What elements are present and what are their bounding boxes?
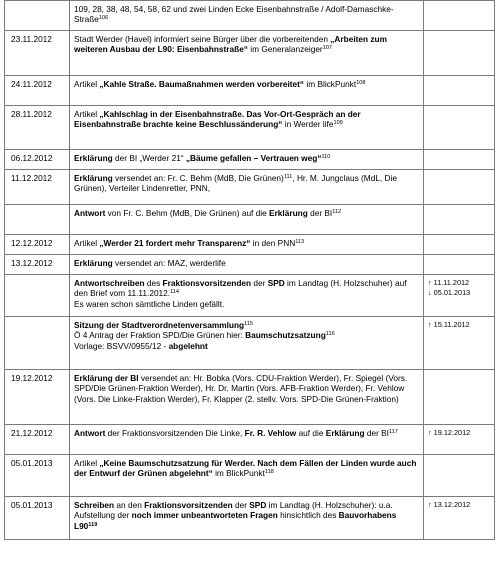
emphasized-text: „Bäume gefallen – Vertrauen weg“ xyxy=(185,153,322,163)
emphasized-text: Erklärung xyxy=(74,153,113,163)
text-segment: im Generalanzeiger xyxy=(247,44,323,55)
emphasized-text: Fraktionsvorsitzenden xyxy=(162,278,252,288)
text-segment: im BlickPunkt xyxy=(212,468,265,479)
row-description xyxy=(70,425,424,455)
row-date: 13.12.2012 xyxy=(5,255,70,275)
row-date xyxy=(5,205,70,235)
footnote-ref: 113 xyxy=(295,239,305,245)
row-date xyxy=(5,1,70,31)
chronology-body xyxy=(5,1,495,540)
table-row xyxy=(5,31,495,76)
emphasized-text: SPD xyxy=(267,278,285,288)
table-row xyxy=(5,150,495,170)
row-crossref xyxy=(424,205,495,235)
text-segment: an den xyxy=(114,500,145,510)
text-segment: der BI „Werder 21“ xyxy=(112,153,186,163)
row-date: 06.12.2012 xyxy=(5,150,70,170)
text-segment: im Landtag (H. Holzschuher): u.a. Aufstellung der xyxy=(74,500,393,521)
row-date: 21.12.2012 xyxy=(5,425,70,455)
emphasized-text: Bauvorhabens L90 xyxy=(74,510,397,531)
emphasized-text: Erklärung xyxy=(269,208,308,218)
text-segment: in Werder life xyxy=(282,119,334,130)
emphasized-text: Schreiben xyxy=(74,500,115,510)
text-segment: Ö 4 Antrag der Fraktion SPD/Die Grünen hier: xyxy=(74,330,246,341)
table-row xyxy=(5,255,495,275)
text-segment: Stadt Werder (Havel) informiert seine Bürger über die vorbereitenden xyxy=(74,34,331,44)
table-row xyxy=(5,205,495,235)
text-segment: versendet an: Hr. Bobka (Vors. CDU-Fraktion Werder), Fr. Spiegel (Vors. SPD/Die Grünen-Fraktion Werder), Hr. Dr. Martin (Vors. AFB-Fraktion Werder), Fr. Vehlow (Vors. Die Linke-Fraktion Werder), Fr. Klapper (2. stellv. Vors. SPD-Die Grünen-Fraktion) xyxy=(74,373,408,404)
emphasized-text: Fraktionsvorsitzenden xyxy=(144,500,233,510)
row-description xyxy=(70,106,424,150)
emphasized-text: Sitzung der Stadtverordnetenversammlung xyxy=(74,320,245,330)
text-segment: der Fraktionsvorsitzenden Die Linke, xyxy=(105,428,245,438)
text-segment: 109, 28, 38, 48, 54, 58, 62 und zwei Linden Ecke Eisenbahnstraße / Adolf-Damaschke-Straße xyxy=(74,4,394,25)
text-segment: der BI xyxy=(307,208,333,218)
table-row xyxy=(5,76,495,106)
table-row xyxy=(5,170,495,205)
row-date: 23.11.2012 xyxy=(5,31,70,76)
row-description xyxy=(70,170,424,205)
row-crossref xyxy=(424,255,495,275)
footnote-ref: 112 xyxy=(332,209,342,215)
emphasized-text: Erklärung der BI xyxy=(74,373,139,383)
row-date: 28.11.2012 xyxy=(5,106,70,150)
emphasized-text: „Kahlschlag in der Eisenbahnstraße. Das Vor-Ort-Gespräch an der Eisenbahnstraße brachte keine Beschlussänderung“ xyxy=(74,109,361,130)
footnote-ref: 109 xyxy=(333,120,343,127)
text-segment: im Landtag (H. Holzschuher) auf den Brief vom 11.11.2012. xyxy=(74,278,407,299)
row-crossref xyxy=(424,170,495,205)
table-row xyxy=(5,425,495,455)
footnote-ref: 119 xyxy=(88,521,98,528)
row-date: 11.12.2012 xyxy=(5,170,70,205)
chronology-table xyxy=(4,0,495,540)
footnote-ref: 117 xyxy=(388,429,398,435)
row-description xyxy=(70,275,424,317)
row-date xyxy=(5,275,70,317)
text-segment: Artikel xyxy=(74,79,100,89)
emphasized-text: SPD xyxy=(249,500,267,510)
emphasized-text: „Werder 21 fordert mehr Transparenz“ xyxy=(99,238,251,248)
text-segment: Vorlage: BSVV/0955/12 - xyxy=(74,340,169,351)
row-description xyxy=(70,370,424,425)
text-segment: des xyxy=(144,278,163,288)
emphasized-text: „Arbeiten zum weiteren Ausbau der L90: Eisenbahnstraße“ xyxy=(74,34,387,55)
table-row xyxy=(5,235,495,255)
footnote-ref: 110 xyxy=(321,154,331,160)
row-crossref xyxy=(424,106,495,150)
footnote-ref: 114 xyxy=(170,289,180,296)
row-description xyxy=(70,205,424,235)
row-description xyxy=(70,255,424,275)
table-row xyxy=(5,1,495,31)
row-date: 12.12.2012 xyxy=(5,235,70,255)
text-segment: versendet an: Fr. C. Behm (MdB, Die Grünen) xyxy=(112,173,284,183)
text-segment: Artikel xyxy=(74,458,100,468)
row-description xyxy=(70,1,424,31)
row-date: 05.01.2013 xyxy=(5,497,70,540)
row-crossref xyxy=(424,76,495,106)
table-row xyxy=(5,106,495,150)
footnote-ref: 111 xyxy=(283,174,293,180)
text-segment: im BlickPunkt xyxy=(304,79,357,89)
text-segment: auf die xyxy=(296,428,326,438)
table-row xyxy=(5,275,495,317)
row-date: 24.11.2012 xyxy=(5,76,70,106)
row-crossref xyxy=(424,235,495,255)
footnote-ref: 107 xyxy=(322,45,333,52)
row-crossref xyxy=(424,150,495,170)
text-segment: Artikel xyxy=(74,238,100,248)
text-segment: in den PNN xyxy=(250,238,296,248)
text-segment: von Fr. C. Behm (MdB, Die Grünen) auf die xyxy=(105,208,270,218)
emphasized-text: „Keine Baumschutzsatzung für Werder. Nach dem Fällen der Linden wurde auch der Entwurf der Grünen abgelehnt“ xyxy=(74,458,417,479)
table-row xyxy=(5,497,495,540)
footnote-ref: 116 xyxy=(325,331,335,338)
row-crossref: ↑ 13.12.2012 xyxy=(424,497,495,540)
row-description xyxy=(70,455,424,497)
text-segment: der BI xyxy=(364,428,389,438)
footnote-ref: 115 xyxy=(244,321,254,327)
footnote-ref: 106 xyxy=(98,15,109,22)
emphasized-text: Erklärung xyxy=(74,173,113,183)
row-description xyxy=(70,317,424,370)
row-crossref xyxy=(424,370,495,425)
text-segment: Artikel xyxy=(74,109,100,119)
text-segment: hinsichtlich des xyxy=(277,510,339,521)
footnote-ref: 118 xyxy=(264,469,274,476)
row-description xyxy=(70,76,424,106)
row-crossref: ↑ 15.11.2012 xyxy=(424,317,495,370)
emphasized-text: Erklärung xyxy=(325,428,365,438)
text-segment: der xyxy=(232,500,250,510)
row-date: 05.01.2013 xyxy=(5,455,70,497)
row-description xyxy=(70,31,424,76)
emphasized-text: Baumschutzsatzung xyxy=(245,330,326,341)
emphasized-text: „Kahle Straße. Baumaßnahmen werden vorbereitet“ xyxy=(99,79,305,89)
emphasized-text: Erklärung xyxy=(74,258,113,268)
text-segment: versendet an: MAZ, werderlife xyxy=(112,258,226,268)
text-segment: , Hr. M. Jungclaus (MdL, Die Grünen), Verteiler Lindenretter, PNN, xyxy=(74,173,397,194)
emphasized-text: Antwortschreiben xyxy=(74,278,145,288)
row-date xyxy=(5,317,70,370)
emphasized-text: noch immer unbeantworteten Fragen xyxy=(131,510,278,521)
table-row xyxy=(5,370,495,425)
row-crossref xyxy=(424,31,495,76)
emphasized-text: Fr. R. Vehlow xyxy=(244,428,297,438)
emphasized-text: Antwort xyxy=(74,208,106,218)
text-segment: der xyxy=(251,278,268,288)
emphasized-text: Antwort xyxy=(74,428,106,438)
row-crossref xyxy=(424,455,495,497)
row-crossref xyxy=(424,1,495,31)
row-description xyxy=(70,497,424,540)
row-date: 19.12.2012 xyxy=(5,370,70,425)
emphasized-text: abgelehnt xyxy=(168,340,208,351)
row-crossref: ↑ 19.12.2012 xyxy=(424,425,495,455)
text-segment: Es waren schon sämtliche Linden gefällt. xyxy=(74,298,225,309)
footnote-ref: 108 xyxy=(356,80,366,86)
table-row xyxy=(5,455,495,497)
row-description xyxy=(70,150,424,170)
row-description xyxy=(70,235,424,255)
row-crossref: ↑ 11.11.2012 ↓ 05.01.2013 xyxy=(424,275,495,317)
table-row xyxy=(5,317,495,370)
